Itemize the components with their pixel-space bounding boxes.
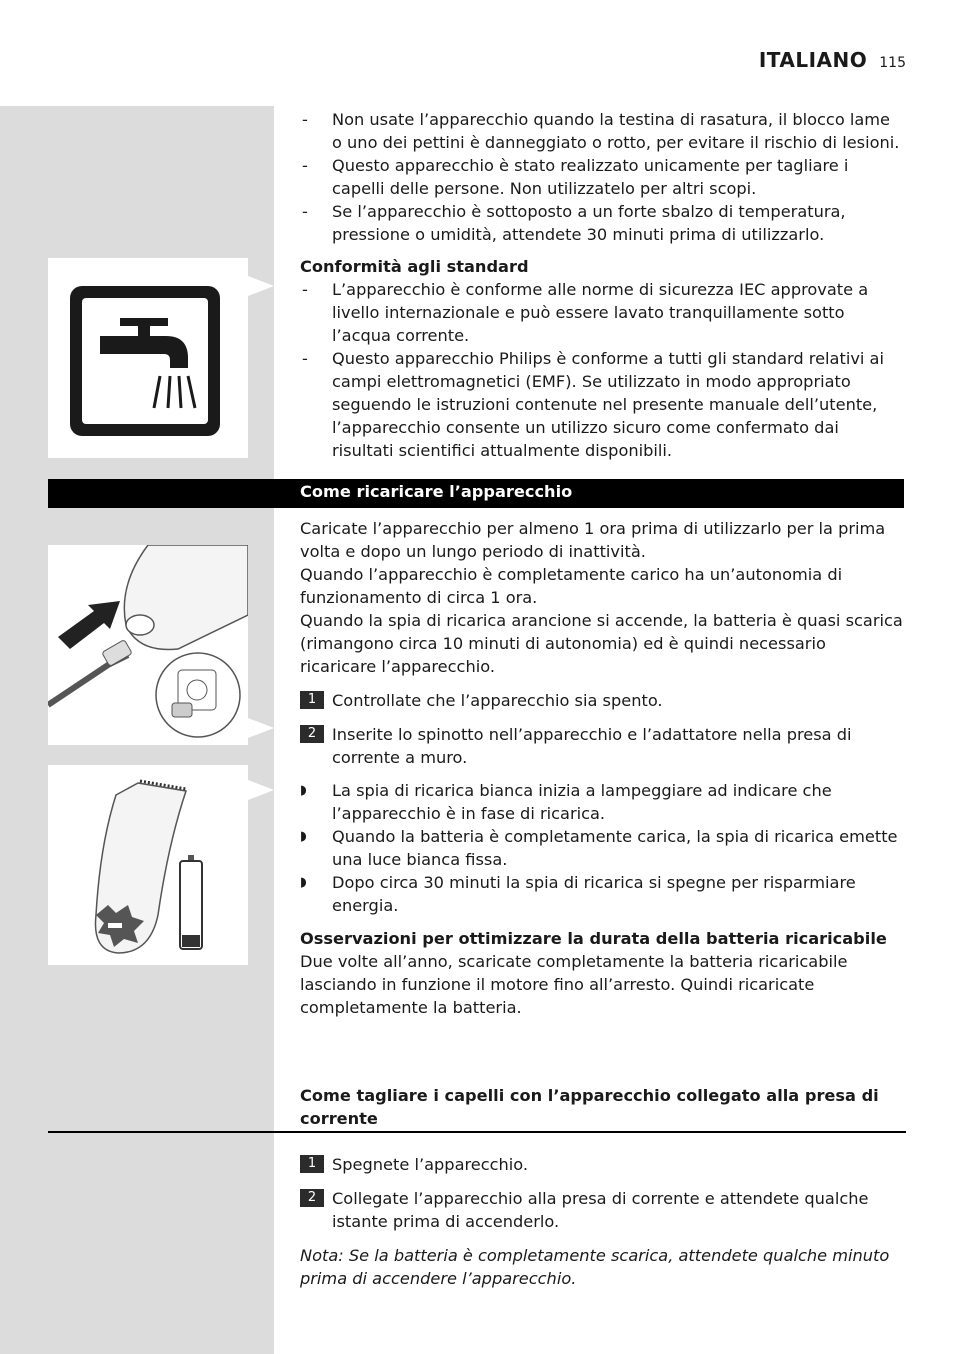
step-item	[300, 1153, 904, 1176]
bullet-text: Dopo circa 30 minuti la spia di ricarica si spegne per risparmiare energia.	[332, 873, 856, 915]
charging-section	[300, 517, 904, 1019]
bullet-item	[300, 825, 904, 871]
conformity-section	[300, 255, 904, 462]
paragraph: Quando l’apparecchio è completamente carico ha un’autonomia di funzionamento di circa 1 ora.	[300, 565, 843, 607]
list-item: - Questo apparecchio è stato realizzato unicamente per tagliare i capelli delle persone. Non utilizzatelo per altri scopi.	[300, 154, 904, 200]
step-text: Inserite lo spinotto nell’apparecchio e l’adattatore nella presa di corrente a muro.	[332, 725, 852, 767]
bullet-item	[300, 779, 904, 825]
step-item	[300, 723, 904, 769]
paragraph: Caricate l’apparecchio per almeno 1 ora prima di utilizzarlo per la prima volta e dopo un lungo periodo di inattività.	[300, 519, 886, 561]
bullet-marker: ◗	[300, 875, 307, 890]
step-number: 2	[300, 725, 324, 743]
note-text: Nota: Se la batteria è completamente scarica, attendete qualche minuto prima di accendere l’apparecchio.	[300, 1246, 890, 1288]
bullet-text: La spia di ricarica bianca inizia a lampeggiare ad indicare che l’apparecchio è in fase di ricarica.	[332, 781, 832, 823]
step-text: Collegate l’apparecchio alla presa di corrente e attendete qualche istante prima di accenderlo.	[332, 1189, 869, 1231]
page-number: 115	[879, 55, 906, 71]
charging-plug-illustration	[48, 545, 248, 745]
battery-indicator-illustration	[48, 765, 248, 965]
section-heading: Osservazioni per ottimizzare la durata della batteria ricaricabile	[300, 929, 887, 948]
list-item: - L’apparecchio è conforme alle norme di sicurezza IEC approvate a livello internazionale e può essere lavato tranquillamente sotto l’acqua corrente.	[300, 278, 904, 347]
list-item: - Questo apparecchio Philips è conforme a tutti gli standard relativi ai campi elettromagnetici (EMF). Se utilizzato in modo appropriato seguendo le istruzioni contenute nel presente manuale dell’utente, l’apparecchio consente un utilizzo sicuro come confermato dai risultati scientifici attualmente disponibili.	[300, 347, 904, 462]
language-label: ITALIANO	[758, 48, 868, 72]
washable-tap-icon	[48, 258, 248, 458]
bullet-marker: ◗	[300, 829, 307, 844]
bullet-marker: ◗	[300, 783, 307, 798]
mains-section	[300, 1153, 904, 1290]
page-header	[759, 48, 906, 72]
step-item	[300, 1187, 904, 1233]
paragraph: Quando la spia di ricarica arancione si accende, la batteria è quasi scarica (rimangono circa 10 minuti di autonomia) ed è quindi necessario ricaricare l’apparecchio.	[300, 611, 903, 676]
step-text: Spegnete l’apparecchio.	[332, 1155, 529, 1174]
callout-notch	[248, 718, 274, 738]
section-divider	[48, 1131, 906, 1133]
section-heading: Conformità agli standard	[300, 257, 529, 276]
callout-notch	[248, 276, 274, 296]
step-text: Controllate che l’apparecchio sia spento.	[332, 691, 663, 710]
bullet-item	[300, 871, 904, 917]
step-number: 1	[300, 1155, 324, 1173]
bullet-text: Quando la batteria è completamente carica, la spia di ricarica emette una luce bianca fissa.	[332, 827, 898, 869]
step-number: 2	[300, 1189, 324, 1207]
paragraph: Due volte all’anno, scaricate completamente la batteria ricaricabile lasciando in funzione il motore fino all’arresto. Quindi ricaricate completamente la batteria.	[300, 952, 848, 1017]
section-heading: Come tagliare i capelli con l’apparecchio collegato alla presa di corrente	[300, 1086, 879, 1128]
section-title: Come ricaricare l’apparecchio	[300, 482, 573, 501]
step-number: 1	[300, 691, 324, 709]
step-item	[300, 689, 904, 712]
list-item: - Non usate l’apparecchio quando la testina di rasatura, il blocco lame o uno dei pettini è danneggiato o rotto, per evitare il rischio di lesioni.	[300, 108, 904, 154]
list-item: - Se l’apparecchio è sottoposto a un forte sbalzo di temperatura, pressione o umidità, attendete 30 minuti prima di utilizzarlo.	[300, 200, 904, 246]
safety-list	[300, 108, 904, 246]
callout-notch	[248, 780, 274, 800]
section-title-bar	[48, 479, 904, 508]
